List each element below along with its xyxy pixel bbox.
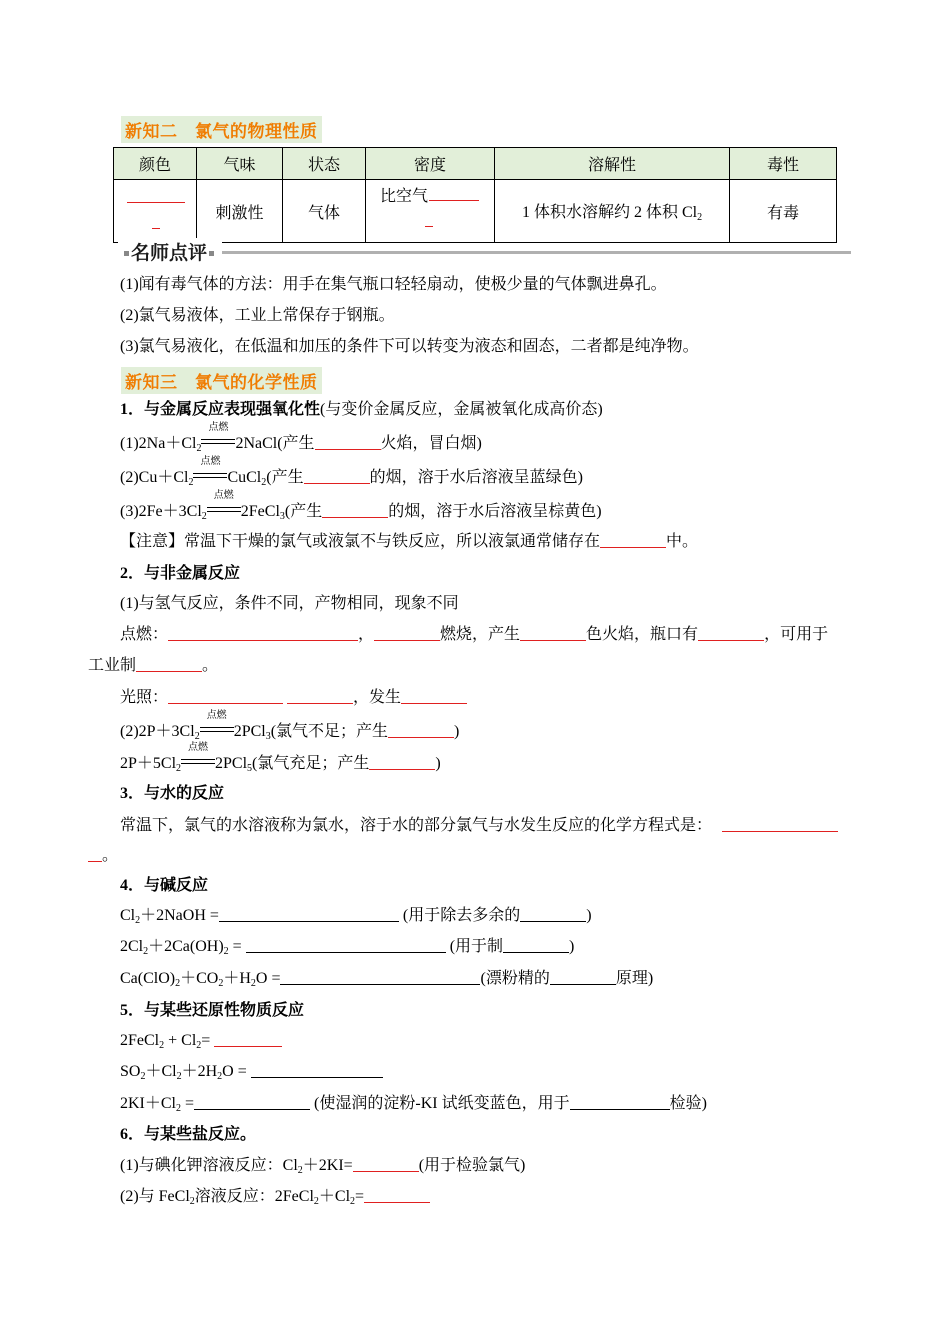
water-line-cont: 。 <box>88 846 118 866</box>
heading-water-reaction: 3．与水的反应 <box>120 785 225 802</box>
heading-metal-reactions: 1．与金属反应表现强氧化性(与变价金属反应，金属被氧化成高价态) <box>120 401 603 418</box>
reaction-p-2: $2P+5Cl_2$ 点燃 2PCl$_5$(氯气充足；产生 ) <box>120 742 441 774</box>
table-header-row <box>114 148 837 180</box>
header-color: 颜色 <box>114 148 197 180</box>
solubility-cell: 1 体积水溶解约 2 体积 $Cl_2$ <box>495 180 730 243</box>
review-point-2: (2)氯气易液体，工业上常保存于钢瓶。 <box>120 307 395 324</box>
header-density: 密度 <box>366 148 495 180</box>
teacher-review-label: 名师点评 <box>131 242 208 264</box>
teacher-review-header <box>118 238 851 262</box>
header-odor: 气味 <box>197 148 283 180</box>
hydrogen-reaction-intro: (1)与氢气反应，条件不同，产物相同，现象不同 <box>120 595 459 612</box>
header-state: 状态 <box>283 148 366 180</box>
reaction-ki: $2KI+Cl_2$ = (使湿润的淀粉-KI 试纸变蓝色，用于 检验) <box>120 1095 707 1114</box>
reaction-salt-ki: (1)与碘化钾溶液反应：$Cl_2+2KI=$ (用于检验氯气) <box>120 1157 526 1176</box>
ignite-arrow: 点燃 <box>181 752 215 770</box>
bullet-icon <box>124 251 129 256</box>
reaction-na: $(1)2Na+Cl_2$ 点燃 2NaCl(产生 火焰，冒白烟) <box>120 422 482 454</box>
header-toxicity: 毒性 <box>730 148 837 180</box>
reaction-p-1: $(2)2P+3Cl_2$ 点燃 2PCl$_3$(氯气不足；产生 ) <box>120 710 460 742</box>
physical-properties-table <box>113 147 837 243</box>
heading-nonmetal-reactions: 2．与非金属反应 <box>120 565 241 582</box>
review-point-3: (3)氯气易液化，在低温和加压的条件下可以转变为液态和固态，二者都是纯净物。 <box>120 338 699 355</box>
bullet-icon <box>209 251 214 256</box>
reaction-naoh: $Cl_2+2NaOH$ = (用于除去多余的 ) <box>120 907 592 926</box>
solubility-text: 1 体积水溶解约 2 体积 Cl <box>521 204 698 221</box>
section3-title: 新知三 氯气的化学性质 <box>121 367 322 394</box>
reaction-caoh2: $2Cl_2+2Ca(OH)_2$ = (用于制 ) <box>120 938 575 957</box>
review-point-1: (1)闻有毒气体的方法：用手在集气瓶口轻轻扇动，使极少量的气体飘进鼻孔。 <box>120 276 667 293</box>
reaction-so2: $SO_2+Cl_2+2H_2O$ = <box>120 1062 383 1087</box>
water-line: 常温下，氯气的水溶液称为氯水，溶于水的部分氯气与水发生反应的化学方程式是： <box>120 816 838 836</box>
ignite-line-cont: 工业制 。 <box>88 657 219 674</box>
heading-reducing-reactions: 5．与某些还原性物质反应 <box>120 1002 305 1019</box>
section2-title: 新知二 氯气的物理性质 <box>121 116 322 143</box>
ignite-line: 点燃： ， 燃烧，产生 色火焰，瓶口有 ，可用于 <box>120 626 829 643</box>
header-solubility: 溶解性 <box>495 148 730 180</box>
odor-cell: 刺激性 <box>197 180 283 243</box>
color-blank-cell <box>114 180 197 243</box>
light-line: 光照： ，发生 <box>120 688 467 708</box>
ignite-arrow: 点燃 <box>201 432 235 450</box>
reaction-fecl2: 2FeCl$_2$ + $Cl_2=$ <box>120 1031 282 1056</box>
density-prefix: 比空气 <box>380 188 429 205</box>
table-row <box>114 180 837 243</box>
reaction-fe: $(3)2Fe+3Cl_2$ 点燃 2FeCl$_3$(产生 的烟，溶于水后溶液呈棕黄色) <box>120 490 602 522</box>
ignite-arrow: 点燃 <box>193 466 227 484</box>
state-cell: 气体 <box>283 180 366 243</box>
heading-salt-reactions: 6．与某些盐反应。 <box>120 1126 257 1143</box>
density-cell <box>366 180 495 243</box>
reaction-cu: $(2)Cu+Cl_2$ 点燃 CuCl$_2$(产生 的烟，溶于水后溶液呈蓝绿色) <box>120 456 583 488</box>
note-line: 【注意】常温下干燥的氯气或液氯不与铁反应，所以液氯通常储存在 中。 <box>120 533 699 550</box>
toxicity-cell: 有毒 <box>730 180 837 243</box>
reaction-salt-fecl2: (2)与 FeCl$_2$溶液反应：$2FeCl_2+Cl_2=$ <box>120 1187 430 1212</box>
divider <box>218 251 851 254</box>
reaction-caclo2: $Ca(ClO)_2+CO_2+H_2O$ = (漂粉精的 原理) <box>120 970 654 989</box>
ignite-arrow: 点燃 <box>207 500 241 518</box>
heading-base-reactions: 4．与碱反应 <box>120 877 209 894</box>
ignite-arrow: 点燃 <box>200 720 234 738</box>
